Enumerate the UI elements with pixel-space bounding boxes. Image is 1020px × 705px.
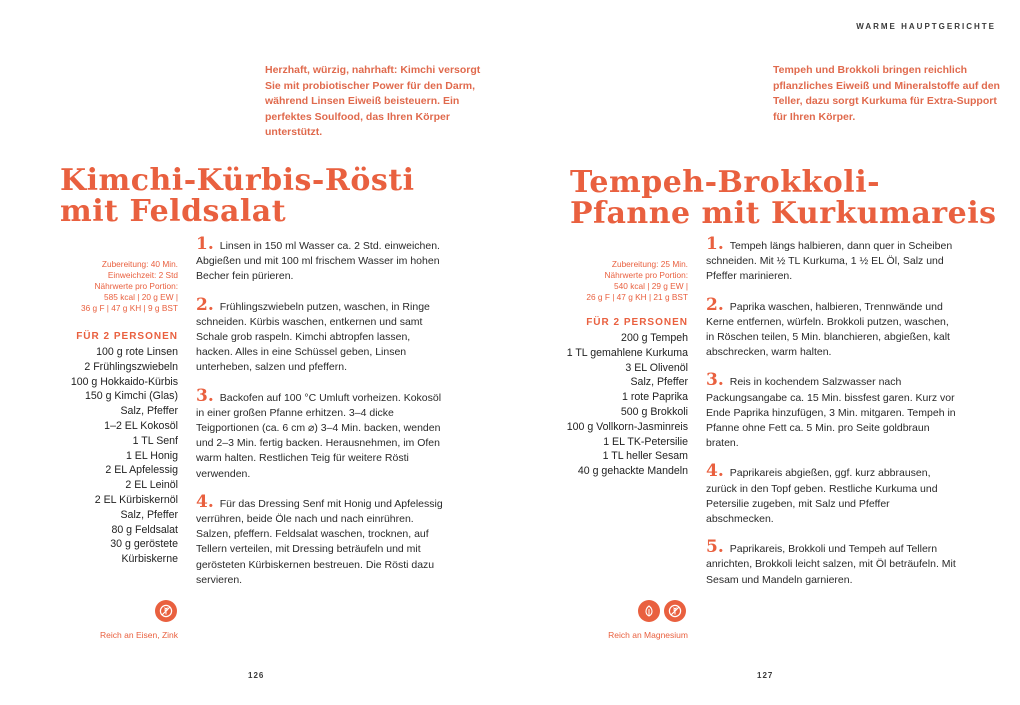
ingredient-item: Salz, Pfeffer bbox=[630, 376, 688, 389]
step-number: 5. bbox=[706, 537, 724, 558]
recipe-step bbox=[706, 461, 958, 527]
step-text: Tempeh längs halbieren, dann quer in Scheiben schneiden. Mit ½ TL Kurkuma, 1 ½ EL Öl, Salz und Pfeffer marinieren. bbox=[706, 240, 953, 283]
section-label: WARME HAUPTGERICHTE bbox=[856, 22, 996, 31]
nutrition-badges bbox=[638, 600, 686, 622]
step-number: 1. bbox=[196, 234, 214, 254]
nutrition-badges bbox=[155, 600, 177, 622]
ingredient-item: 3 EL Olivenöl bbox=[625, 361, 688, 374]
ingredient-item: 2 Frühlingszwiebeln bbox=[84, 360, 178, 373]
vegan-leaf-icon bbox=[638, 600, 660, 622]
recipe-title bbox=[570, 167, 1000, 229]
step-number: 3. bbox=[706, 370, 724, 391]
meta-line: Zubereitung: 40 Min. bbox=[101, 259, 178, 269]
step-number: 2. bbox=[706, 294, 724, 315]
ingredient-item: 1–2 EL Kokosöl bbox=[104, 419, 178, 432]
step-text: Paprikareis abgießen, ggf. kurz abbrausen, zurück in den Topf geben. Restliche Kurkuma und Petersilie zugeben, mit Salz und Pfeffer abschmecken. bbox=[706, 467, 938, 526]
recipe-step bbox=[706, 234, 958, 285]
ingredient-item: 1 TL heller Sesam bbox=[602, 450, 688, 463]
ingredient-item: Kürbiskerne bbox=[121, 553, 178, 566]
ingredient-item: 500 g Brokkoli bbox=[620, 405, 688, 418]
ingredient-item: 100 g Vollkorn-Jasminreis bbox=[566, 420, 688, 433]
wheat-free-icon bbox=[155, 600, 177, 622]
recipe-title-line: Tempeh-Brokkoli- bbox=[570, 165, 881, 200]
recipe-step bbox=[196, 491, 448, 588]
ingredient-item: 100 g Hokkaido-Kürbis bbox=[70, 375, 178, 388]
ingredient-item: Salz, Pfeffer bbox=[120, 508, 178, 521]
recipe-steps bbox=[706, 234, 958, 602]
recipe-step bbox=[706, 537, 958, 588]
recipe-step bbox=[196, 234, 448, 285]
recipe-step bbox=[706, 294, 958, 361]
recipe-meta bbox=[0, 259, 178, 314]
ingredient-item: 1 TL Senf bbox=[132, 434, 178, 447]
ingredient-item: 2 EL Apfelessig bbox=[105, 464, 178, 477]
meta-line: Nährwerte pro Portion: bbox=[604, 270, 688, 280]
step-text: Reis in kochendem Salzwasser nach Packungsangabe ca. 15 Min. bissfest garen. Kurz vor Ende Paprika hinzufügen, 3 Min. mitgaren. Tempeh in Pfanne ohne Fett ca. 5 Min. pro Seite goldbraun braten. bbox=[706, 376, 956, 450]
recipe-intro: Tempeh und Brokkoli bringen reichlich pflanzliches Eiweiß und Mineralstoffe auf den Teller, dazu sorgt Kurkuma für Extra-Support für Ihren Körper. bbox=[773, 64, 1000, 123]
recipe-steps bbox=[196, 234, 448, 602]
recipe-title-line: Kimchi-Kürbis-Rösti bbox=[60, 163, 415, 198]
recipe-step bbox=[196, 385, 448, 482]
ingredient-item: 1 EL Honig bbox=[125, 449, 178, 462]
recipe-step bbox=[706, 370, 958, 451]
ingredient-item: 1 rote Paprika bbox=[622, 391, 688, 404]
servings-heading: FÜR 2 PERSONEN bbox=[76, 331, 178, 342]
ingredient-item: 2 EL Kürbiskernöl bbox=[94, 493, 178, 506]
meta-line: 585 kcal | 20 g EW | bbox=[104, 292, 178, 302]
recipe-meta bbox=[508, 259, 688, 303]
step-number: 4. bbox=[196, 491, 214, 512]
ingredient-item: 2 EL Leinöl bbox=[125, 479, 178, 492]
meta-line: 26 g F | 47 g KH | 21 g BST bbox=[586, 292, 688, 302]
meta-line: Einweichzeit: 2 Std bbox=[107, 270, 178, 280]
ingredient-item: 150 g Kimchi (Glas) bbox=[84, 390, 178, 403]
step-text: Backofen auf 100 °C Umluft vorheizen. Kokosöl in einer großen Pfanne erhitzen. 3–4 dicke Teigportionen (ca. 6 cm ⌀) 3–4 Min. backen, wenden und 2–3 Min. fertig backen. Herausnehmen, im Ofen warm halten. Restlichen Teig für weitere Rösti verwenden. bbox=[196, 391, 442, 480]
recipe-intro: Herzhaft, würzig, nahrhaft: Kimchi versorgt Sie mit probiotischer Power für den Darm, während Linsen Eiweiß beisteuern. Ein perfektes Soulfood, das Ihren Körper unterstützt. bbox=[265, 64, 481, 139]
ingredient-item: 200 g Tempeh bbox=[621, 332, 688, 344]
step-text: Paprikareis, Brokkoli und Tempeh auf Tellern anrichten, Brokkoli leicht salzen, mit Öl beträufeln. Mit Sesam und Mandeln garnieren. bbox=[706, 543, 956, 586]
badge-caption: Reich an Eisen, Zink bbox=[100, 630, 178, 640]
servings-heading: FÜR 2 PERSONEN bbox=[586, 317, 688, 328]
step-text: Paprika waschen, halbieren, Trennwände und Kerne entfernen, würfeln. Brokkoli putzen, waschen, in Röschen teilen, 5 Min. blanchieren, abgießen, kalt abschrecken, warm halten. bbox=[706, 300, 950, 359]
wheat-free-icon bbox=[664, 600, 686, 622]
meta-line: 540 kcal | 29 g EW | bbox=[614, 281, 688, 291]
meta-line: 36 g F | 47 g KH | 9 g BST bbox=[80, 303, 178, 313]
page-number: 126 bbox=[248, 671, 265, 680]
badge-caption: Reich an Magnesium bbox=[608, 630, 688, 640]
recipe-step bbox=[196, 294, 448, 376]
recipe-title bbox=[60, 165, 480, 227]
ingredient-item: 40 g gehackte Mandeln bbox=[577, 465, 688, 478]
step-text: Linsen in 150 ml Wasser ca. 2 Std. einweichen. Abgießen und mit 100 ml frischem Wasser im hohen Becher fein pürieren. bbox=[196, 240, 440, 283]
meta-line: Nährwerte pro Portion: bbox=[94, 281, 178, 291]
ingredient-item: 1 TL gemahlene Kurkuma bbox=[566, 346, 688, 359]
ingredient-item: 100 g rote Linsen bbox=[96, 346, 178, 358]
meta-line: Zubereitung: 25 Min. bbox=[611, 259, 688, 269]
step-number: 4. bbox=[706, 461, 724, 482]
recipe-title-line: mit Feldsalat bbox=[60, 194, 287, 229]
ingredient-item: Salz, Pfeffer bbox=[120, 405, 178, 418]
ingredient-list bbox=[0, 345, 178, 567]
step-number: 3. bbox=[196, 385, 214, 406]
step-text: Frühlingszwiebeln putzen, waschen, in Ringe schneiden. Kürbis waschen, entkernen und samt Schale grob raspeln. Kimchi abtropfen lassen, hacken. Alles in eine Schüssel geben, Linsen unterheben, salzen und pfeffern. bbox=[196, 300, 430, 374]
step-number: 2. bbox=[196, 294, 214, 315]
ingredient-item: 80 g Feldsalat bbox=[111, 523, 178, 536]
page-number: 127 bbox=[757, 671, 774, 680]
step-number: 1. bbox=[706, 234, 724, 254]
step-text: Für das Dressing Senf mit Honig und Apfelessig verrühren, beide Öle nach und nach einrühren. Salzen, pfeffern. Feldsalat waschen, trocknen, auf Tellern verteilen, mit Dressing beträufeln und mit gerösteten Kürbiskernen bestreuen. Die Rösti dazu servieren. bbox=[196, 497, 443, 586]
page-right bbox=[510, 0, 1020, 705]
ingredient-item: 1 EL TK-Petersilie bbox=[603, 435, 688, 448]
ingredient-list bbox=[508, 331, 688, 479]
recipe-title-line: Pfanne mit Kurkumareis bbox=[570, 196, 997, 231]
ingredient-item: 30 g geröstete bbox=[110, 538, 178, 551]
